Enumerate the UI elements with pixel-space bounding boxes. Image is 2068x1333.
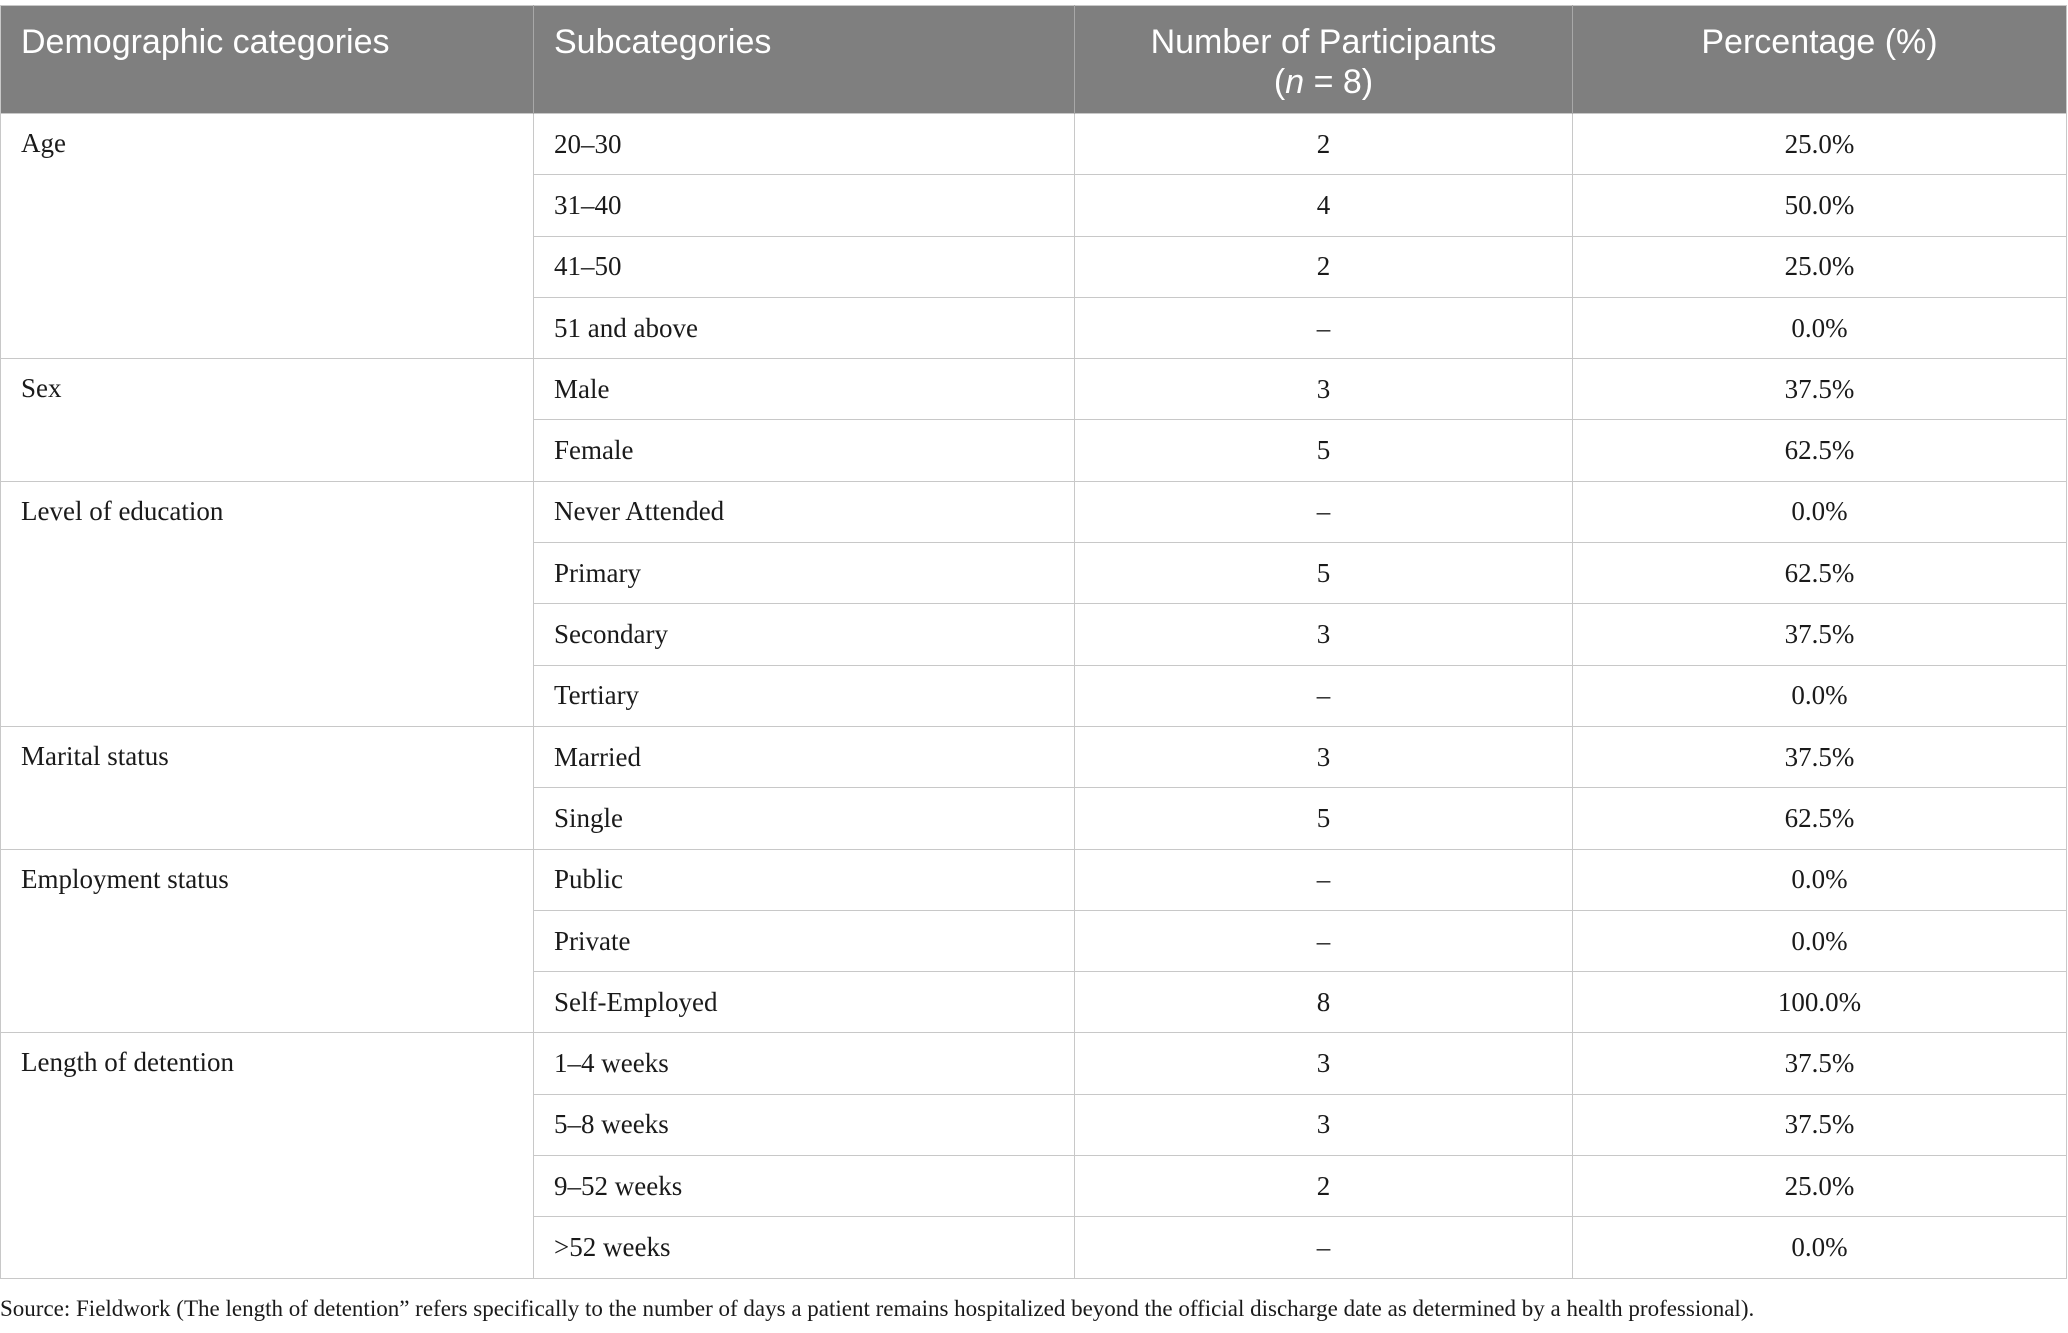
subcategory-cell: Tertiary bbox=[534, 665, 1075, 726]
percentage-cell: 0.0% bbox=[1573, 849, 2067, 910]
subcategory-cell: Primary bbox=[534, 543, 1075, 604]
percentage-cell: 37.5% bbox=[1573, 1033, 2067, 1094]
percentage-cell: 0.0% bbox=[1573, 481, 2067, 542]
header-demographic-categories: Demographic categories bbox=[1, 6, 534, 114]
subcategory-cell: Self-Employed bbox=[534, 972, 1075, 1033]
participants-count-cell: – bbox=[1075, 665, 1573, 726]
header-participants-count: = 8) bbox=[1304, 63, 1374, 101]
participants-count-cell: 5 bbox=[1075, 543, 1573, 604]
demographics-table bbox=[0, 5, 2067, 1279]
subcategory-cell: 1–4 weeks bbox=[534, 1033, 1075, 1094]
demographics-table-container bbox=[0, 5, 2066, 1279]
subcategory-cell: Secondary bbox=[534, 604, 1075, 665]
demographic-category-cell: Age bbox=[1, 114, 534, 359]
percentage-cell: 62.5% bbox=[1573, 788, 2067, 849]
header-percentage: Percentage (%) bbox=[1573, 6, 2067, 114]
subcategory-cell: >52 weeks bbox=[534, 1217, 1075, 1278]
participants-count-cell: 4 bbox=[1075, 175, 1573, 236]
participants-count-cell: 3 bbox=[1075, 726, 1573, 787]
participants-count-cell: 2 bbox=[1075, 114, 1573, 175]
percentage-cell: 25.0% bbox=[1573, 114, 2067, 175]
percentage-cell: 37.5% bbox=[1573, 604, 2067, 665]
table-row bbox=[1, 114, 2067, 175]
participants-count-cell: – bbox=[1075, 849, 1573, 910]
percentage-cell: 25.0% bbox=[1573, 236, 2067, 297]
table-row bbox=[1, 1033, 2067, 1094]
participants-count-cell: 3 bbox=[1075, 359, 1573, 420]
header-participants-n: n bbox=[1285, 63, 1305, 101]
subcategory-cell: 5–8 weeks bbox=[534, 1094, 1075, 1155]
percentage-cell: 25.0% bbox=[1573, 1156, 2067, 1217]
participants-count-cell: 5 bbox=[1075, 788, 1573, 849]
percentage-cell: 50.0% bbox=[1573, 175, 2067, 236]
table-row bbox=[1, 726, 2067, 787]
participants-count-cell: 3 bbox=[1075, 604, 1573, 665]
subcategory-cell: 31–40 bbox=[534, 175, 1075, 236]
subcategory-cell: Single bbox=[534, 788, 1075, 849]
header-participants-open: ( bbox=[1273, 63, 1286, 101]
participants-count-cell: – bbox=[1075, 297, 1573, 358]
subcategory-cell: Public bbox=[534, 849, 1075, 910]
participants-count-cell: 3 bbox=[1075, 1033, 1573, 1094]
table-header bbox=[1, 6, 2067, 114]
percentage-cell: 100.0% bbox=[1573, 972, 2067, 1033]
percentage-cell: 37.5% bbox=[1573, 359, 2067, 420]
table-row bbox=[1, 481, 2067, 542]
participants-count-cell: 5 bbox=[1075, 420, 1573, 481]
table-row bbox=[1, 849, 2067, 910]
subcategory-cell: Never Attended bbox=[534, 481, 1075, 542]
percentage-cell: 37.5% bbox=[1573, 1094, 2067, 1155]
percentage-cell: 0.0% bbox=[1573, 910, 2067, 971]
percentage-cell: 0.0% bbox=[1573, 1217, 2067, 1278]
subcategory-cell: 51 and above bbox=[534, 297, 1075, 358]
percentage-cell: 0.0% bbox=[1573, 297, 2067, 358]
source-note: Source: Fieldwork (The length of detention” refers specifically to the number of days a patient remains hospitalized beyond the official discharge date as determined by a health professional). bbox=[0, 1296, 1755, 1321]
header-row bbox=[1, 6, 2067, 114]
demographic-category-cell: Sex bbox=[1, 359, 534, 482]
subcategory-cell: 41–50 bbox=[534, 236, 1075, 297]
participants-count-cell: 2 bbox=[1075, 236, 1573, 297]
subcategory-cell: Married bbox=[534, 726, 1075, 787]
participants-count-cell: – bbox=[1075, 481, 1573, 542]
demographic-category-cell: Level of education bbox=[1, 481, 534, 726]
header-participants-title: Number of Participants bbox=[1150, 23, 1497, 61]
subcategory-cell: Female bbox=[534, 420, 1075, 481]
percentage-cell: 62.5% bbox=[1573, 420, 2067, 481]
percentage-cell: 62.5% bbox=[1573, 543, 2067, 604]
participants-count-cell: 3 bbox=[1075, 1094, 1573, 1155]
subcategory-cell: Male bbox=[534, 359, 1075, 420]
demographic-category-cell: Employment status bbox=[1, 849, 534, 1033]
header-subcategories: Subcategories bbox=[534, 6, 1075, 114]
participants-count-cell: – bbox=[1075, 910, 1573, 971]
participants-count-cell: 8 bbox=[1075, 972, 1573, 1033]
percentage-cell: 0.0% bbox=[1573, 665, 2067, 726]
demographic-category-cell: Length of detention bbox=[1, 1033, 534, 1278]
percentage-cell: 37.5% bbox=[1573, 726, 2067, 787]
subcategory-cell: 9–52 weeks bbox=[534, 1156, 1075, 1217]
table-row bbox=[1, 359, 2067, 420]
table-body bbox=[1, 114, 2067, 1279]
demographic-category-cell: Marital status bbox=[1, 726, 534, 849]
participants-count-cell: 2 bbox=[1075, 1156, 1573, 1217]
subcategory-cell: Private bbox=[534, 910, 1075, 971]
subcategory-cell: 20–30 bbox=[534, 114, 1075, 175]
header-number-of-participants bbox=[1075, 6, 1573, 114]
participants-count-cell: – bbox=[1075, 1217, 1573, 1278]
